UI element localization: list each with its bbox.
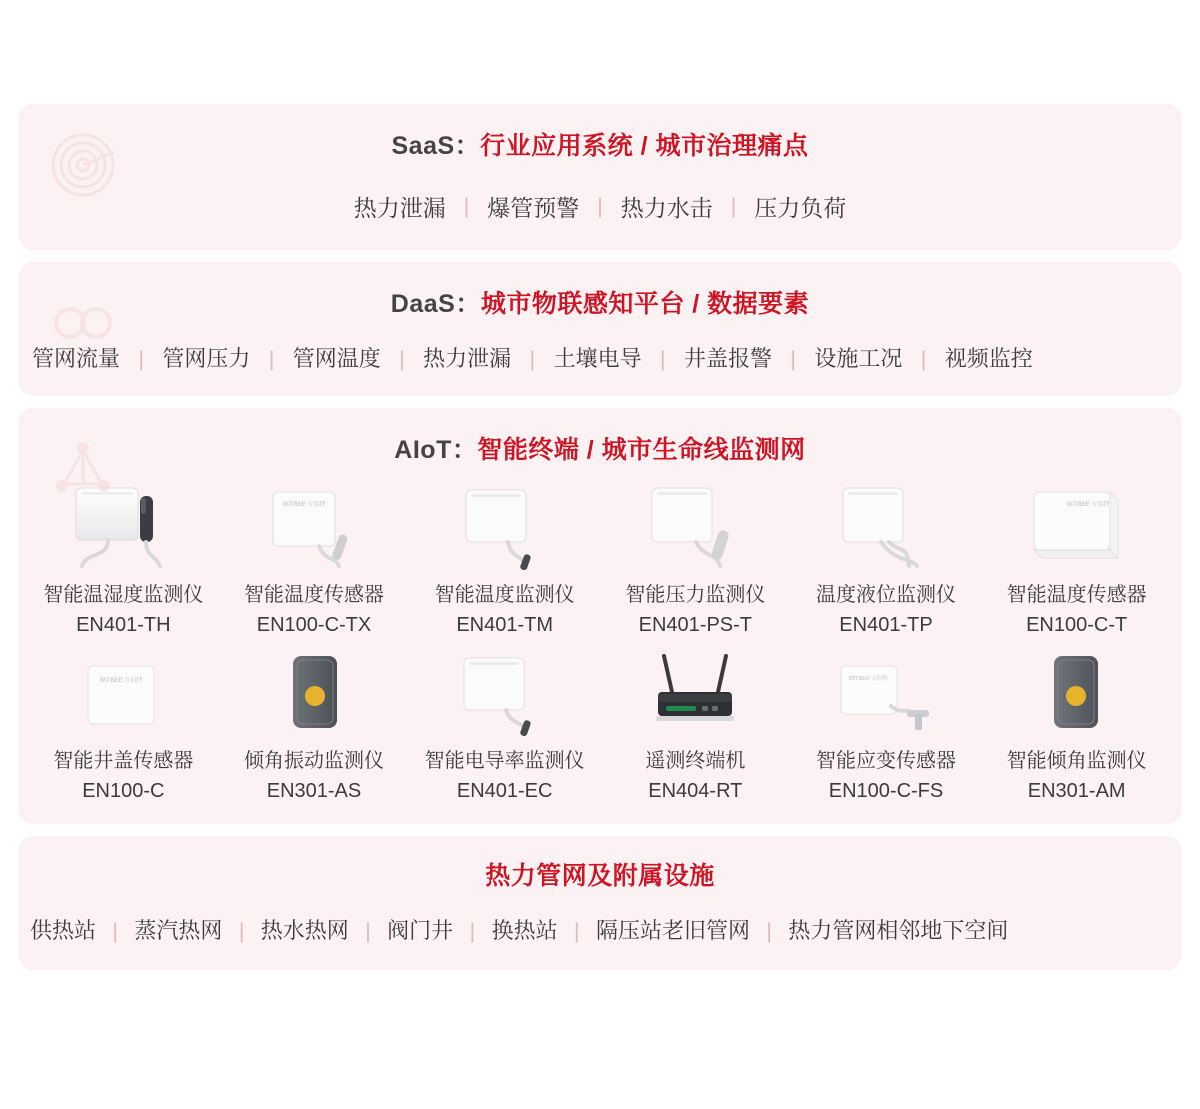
- separator: |: [597, 194, 603, 218]
- device-model: EN401-TM: [456, 614, 554, 636]
- saas-item: 爆管预警: [487, 195, 580, 221]
- saas-title-main: 行业应用系统 / 城市治理痛点: [480, 132, 809, 160]
- device-card[interactable]: [981, 644, 1172, 806]
- separator: |: [574, 920, 580, 943]
- separator: |: [469, 920, 476, 943]
- device-card[interactable]: [600, 644, 791, 806]
- device-model: EN301-AS: [266, 780, 362, 802]
- device-card[interactable]: [981, 478, 1172, 640]
- separator: |: [365, 920, 371, 943]
- device-image: [793, 478, 980, 574]
- separator: |: [399, 348, 405, 371]
- device-model: EN301-AM: [1027, 780, 1126, 802]
- separator: |: [268, 348, 275, 371]
- daas-title: [18, 262, 1182, 320]
- aiot-title-main: 智能终端 / 城市生命线监测网: [477, 436, 806, 464]
- infrastructure-panel: [18, 836, 1182, 970]
- separator: |: [920, 348, 927, 371]
- device-name: 智能电导率监测仪: [424, 750, 585, 772]
- separator: |: [529, 348, 536, 371]
- device-card[interactable]: [28, 644, 219, 806]
- device-model: EN401-EC: [456, 780, 553, 802]
- svg-text:WITBEE 万佰特: WITBEE 万佰特: [1066, 502, 1109, 508]
- device-name: 智能温度监测仪: [434, 584, 575, 606]
- device-card[interactable]: [409, 644, 600, 806]
- device-name: 倾角振动监测仪: [243, 750, 384, 772]
- separator: |: [112, 920, 118, 943]
- device-model: EN100-C-T: [1026, 614, 1128, 636]
- svg-text:WITBEE 万佰特: WITBEE 万佰特: [99, 678, 143, 684]
- device-image: [30, 478, 217, 574]
- infrastructure-item: 热水热网: [260, 918, 349, 943]
- aiot-title-lead: AIoT：: [394, 436, 478, 464]
- infrastructure-item: 蒸汽热网: [134, 918, 223, 943]
- infrastructure-item: 供热站: [30, 918, 97, 943]
- device-image: [793, 644, 980, 740]
- device-image: [983, 644, 1170, 740]
- device-card[interactable]: [409, 478, 600, 640]
- daas-title-lead: DaaS：: [390, 290, 481, 318]
- device-card[interactable]: [600, 478, 791, 640]
- aiot-title: [18, 408, 1182, 466]
- saas-item: 热力水击: [620, 195, 713, 221]
- infrastructure-item: 换热站: [491, 918, 558, 943]
- device-image: [602, 644, 789, 740]
- daas-item: 管网压力: [162, 346, 251, 371]
- svg-text:WITBEE 万佰特: WITBEE 万佰特: [848, 676, 888, 682]
- device-name: 智能温度传感器: [243, 584, 384, 606]
- device-image: [983, 478, 1170, 574]
- saas-item: 热力泄漏: [353, 195, 446, 221]
- saas-item: 压力负荷: [754, 195, 847, 221]
- saas-title-lead: SaaS：: [391, 132, 481, 160]
- device-name: 智能温湿度监测仪: [43, 584, 204, 606]
- device-model: EN100-C: [82, 780, 165, 802]
- device-card[interactable]: [791, 478, 982, 640]
- daas-item: 视频监控: [944, 346, 1033, 371]
- separator: |: [730, 194, 737, 218]
- daas-item: 管网温度: [292, 346, 381, 371]
- separator: |: [660, 348, 666, 371]
- device-image: [30, 644, 217, 740]
- daas-item: 热力泄漏: [423, 346, 512, 371]
- device-name: 遥测终端机: [645, 750, 746, 772]
- infrastructure-item-list: [18, 914, 1182, 945]
- saas-panel: [18, 104, 1182, 250]
- infrastructure-item: 隔压站老旧管网: [595, 918, 750, 943]
- device-image: [221, 644, 408, 740]
- daas-item: 管网流量: [32, 346, 121, 371]
- daas-item: 井盖报警: [683, 346, 772, 371]
- device-model: EN100-C-FS: [828, 780, 944, 802]
- device-image: [602, 478, 789, 574]
- separator: |: [463, 194, 470, 218]
- device-name: 智能应变传感器: [815, 750, 956, 772]
- device-card[interactable]: [219, 644, 410, 806]
- device-name: 智能倾角监测仪: [1006, 750, 1147, 772]
- device-card[interactable]: [28, 478, 219, 640]
- device-model: EN401-TP: [839, 614, 933, 636]
- daas-item: 设施工况: [814, 346, 903, 371]
- separator: |: [766, 920, 772, 943]
- device-name: 智能压力监测仪: [625, 584, 766, 606]
- device-model: EN100-C-TX: [256, 614, 372, 636]
- device-name: 智能温度传感器: [1006, 584, 1147, 606]
- device-name: 智能井盖传感器: [53, 750, 194, 772]
- aiot-panel: [18, 408, 1182, 824]
- infrastructure-title: 热力管网及附属设施: [485, 862, 715, 890]
- device-card[interactable]: [791, 644, 982, 806]
- saas-title: [18, 104, 1182, 162]
- device-image: [411, 478, 598, 574]
- daas-item-list: [18, 342, 1182, 373]
- separator: |: [790, 348, 796, 371]
- separator: |: [138, 348, 144, 371]
- device-image: [221, 478, 408, 574]
- saas-item-list: [18, 190, 1182, 223]
- infrastructure-item: 阀门井: [387, 918, 454, 943]
- separator: |: [238, 920, 245, 943]
- daas-title-main: 城市物联感知平台 / 数据要素: [480, 290, 810, 318]
- svg-text:WITBEE 万佰特: WITBEE 万佰特: [282, 502, 326, 508]
- device-card[interactable]: [219, 478, 410, 640]
- infrastructure-item: 热力管网相邻地下空间: [788, 918, 1009, 943]
- device-name: 温度液位监测仪: [815, 584, 956, 606]
- daas-item: 土壤电导: [553, 346, 642, 371]
- device-grid: [18, 466, 1182, 806]
- device-model: EN401-TH: [76, 614, 171, 636]
- device-model: EN404-RT: [648, 780, 743, 802]
- device-image: [411, 644, 598, 740]
- daas-panel: [18, 262, 1182, 396]
- device-model: EN401-PS-T: [638, 614, 753, 636]
